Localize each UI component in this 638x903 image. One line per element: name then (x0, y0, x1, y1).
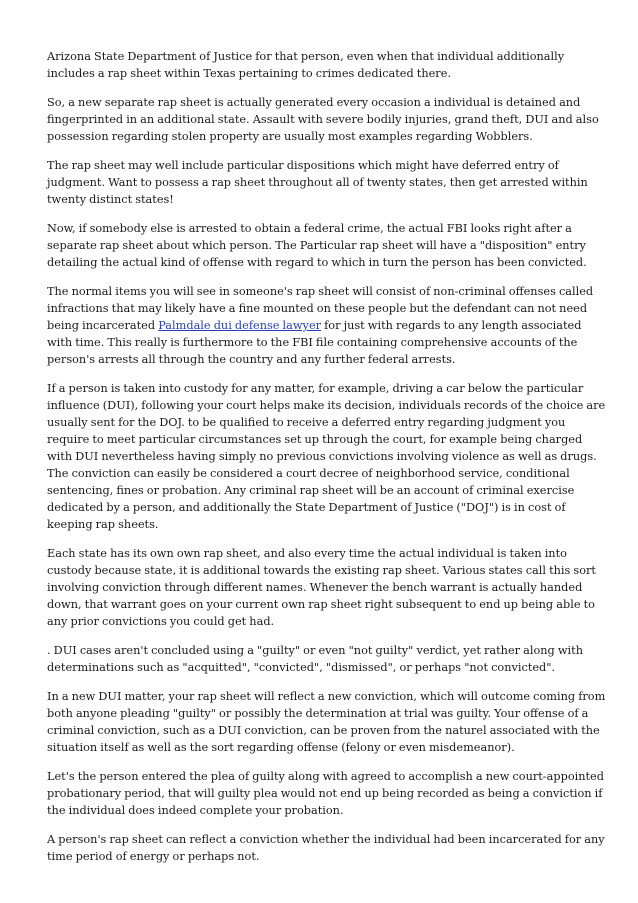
paragraph-4: Now, if somebody else is arrested to obtain a federal crime, the actual FBI looks right after a separate rap sheet about which person. The Particular rap sheet will have a "disposition" entry detailing the actual kind of offense with regard to which in turn the person has been convicted. (47, 222, 587, 269)
paragraph-3: The rap sheet may well include particular dispositions which might have deferred entry of judgment. Want to possess a rap sheet throughout all of twenty states, then get arrested within twenty distinct states! (47, 159, 588, 206)
paragraph-7: Each state has its own own rap sheet, and also every time the actual individual is taken into custody because state, it is additional towards the existing rap sheet. Various states call this sort involving conviction through different names. Whenever the bench warrant is actually handed down, that warrant goes on your current own rap sheet right subsequent to end up being able to any prior convictions you could get had. (47, 547, 596, 628)
palmdale-dui-lawyer-link[interactable]: Palmdale dui defense lawyer (158, 319, 322, 332)
paragraph-2: So, a new separate rap sheet is actually generated every occasion a individual is detained and fingerprinted in an additional state. Assault with severe bodily injuries, grand theft, DUI and also possession regarding stolen property are usually most examples regarding Wobblers. (47, 96, 599, 143)
paragraph-8: . DUI cases aren't concluded using a "guilty" or even "not guilty" verdict, yet rather along with determinations such as "acquitted", "convicted", "dismissed", or perhaps "not convicted". (47, 644, 583, 674)
paragraph-5-text-before: The normal items you will see in someone's rap sheet will consist of non-criminal offenses called infractions that may likely have a fine mounted on these people but the defendant can not need being incarcerated (47, 285, 594, 332)
paragraph-11: A person's rap sheet can reflect a conviction whether the individual had been incarcerated for any time period of energy or perhaps not. (47, 833, 605, 863)
document-body (47, 48, 607, 877)
paragraph-6: If a person is taken into custody for any matter, for example, driving a car below the particular influence (DUI), following your court helps make its decision, individuals records of the choice are usually sent for the DOJ. to be qualified to receive a deferred entry regarding judgment you require to meet particular circumstances set up through the court, for example being charged with DUI nevertheless having simply no previous convictions involving violence as well as drugs. The conviction can easily be considered a court decree of neighborhood service, conditional sentencing, fines or probation. Any criminal rap sheet will be an account of criminal exercise dedicated by a person, and additionally the State Department of Justice ("DOJ") is in cost of keeping rap sheets. (47, 382, 606, 531)
paragraph-5-text-after: for just with regards to any length associated with time. This really is furthermore to the FBI file containing comprehensive accounts of the person's arrests all through the country and any further federal arrests. (47, 319, 582, 366)
paragraph-9: In a new DUI matter, your rap sheet will reflect a new conviction, which will outcome coming from both anyone pleading "guilty" or possibly the determination at trial was guilty. Your offense of a criminal conviction, such as a DUI conviction, can be proven from the naturel associated with the situation itself as well as the sort regarding offense (felony or even misdemeanor). (47, 690, 606, 754)
paragraph-1: Arizona State Department of Justice for that person, even when that individual additionally includes a rap sheet within Texas pertaining to crimes dedicated there. (47, 50, 565, 80)
paragraph-10: Let's the person entered the plea of guilty along with agreed to accomplish a new court-appointed probationary period, that will guilty plea would not end up being recorded as being a conviction if the individual does indeed complete your probation. (47, 770, 604, 817)
paragraph-5 (47, 283, 607, 368)
